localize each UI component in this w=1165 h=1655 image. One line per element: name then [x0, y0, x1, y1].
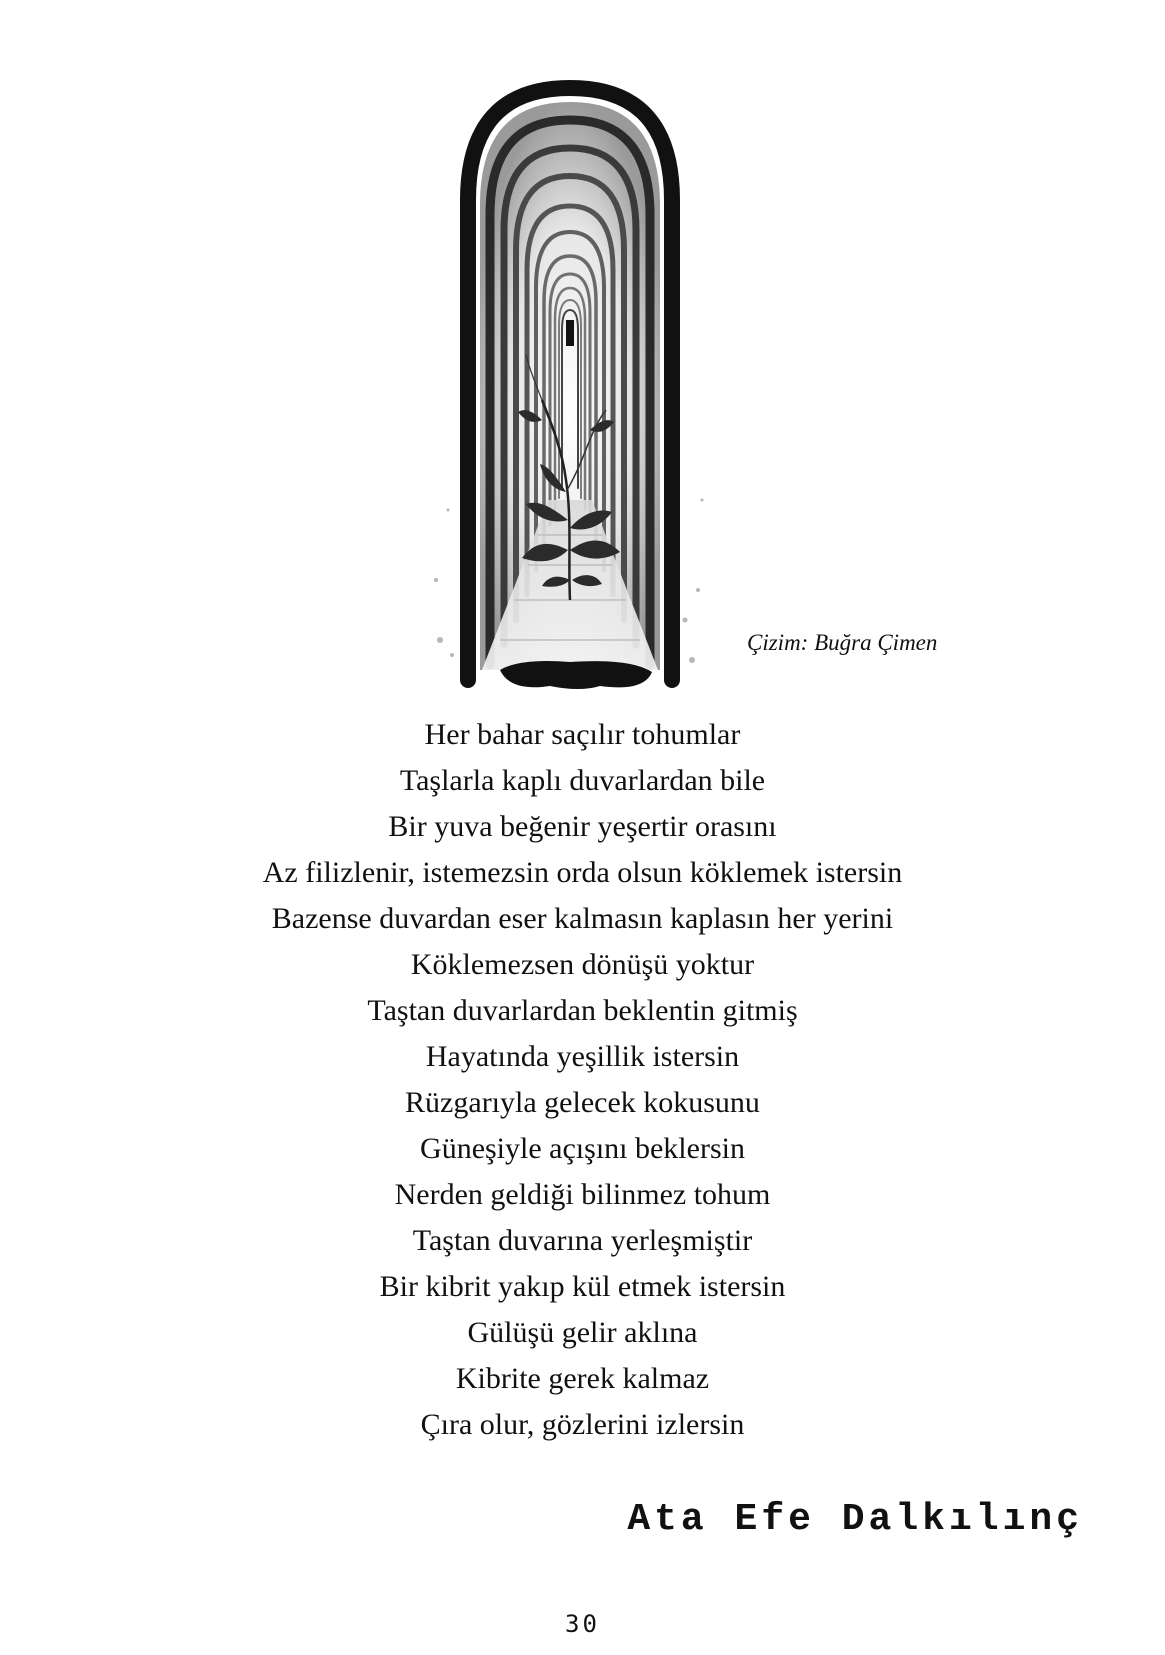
- poem-line: Bazense duvardan eser kalmasın kaplasın her yerini: [271, 902, 894, 935]
- poem-line: Güneşiyle açışını beklersin: [420, 1132, 745, 1165]
- poem-line: Taştan duvarlardan beklentin gitmiş: [367, 994, 798, 1027]
- poem-line: Köklemezsen dönüşü yoktur: [410, 948, 755, 981]
- author-signature: Ata Efe Dalkılınç: [627, 1498, 1083, 1541]
- poem-line: Her bahar saçılır tohumlar: [424, 718, 741, 751]
- illustration-caption: Çizim: Buğra Çimen: [747, 630, 938, 655]
- poem-line: Nerden geldiği bilinmez tohum: [394, 1178, 771, 1211]
- poem-line: Çıra olur, gözlerini izlersin: [420, 1408, 745, 1441]
- poem-line: Bir kibrit yakıp kül etmek istersin: [379, 1270, 786, 1303]
- poem-line: Taştan duvarına yerleşmiştir: [412, 1224, 753, 1257]
- poem-line: Az filizlenir, istemezsin orda olsun köklemek istersin: [262, 856, 903, 889]
- poem-line: Bir yuva beğenir yeşertir orasını: [388, 810, 777, 843]
- poem-line: Rüzgarıyla gelecek kokusunu: [405, 1086, 760, 1119]
- poem-line: Hayatında yeşillik istersin: [425, 1040, 740, 1073]
- poem: [0, 712, 1165, 1448]
- arch-corridor-illustration: [430, 80, 710, 692]
- poem-line: Gülüşü gelir aklına: [467, 1316, 698, 1349]
- poem-line: Kibrite gerek kalmaz: [455, 1362, 710, 1395]
- poem-line: Taşlarla kaplı duvarlardan bile: [399, 764, 766, 797]
- page-number: 30: [565, 1610, 600, 1638]
- ink-puddle: [500, 661, 652, 689]
